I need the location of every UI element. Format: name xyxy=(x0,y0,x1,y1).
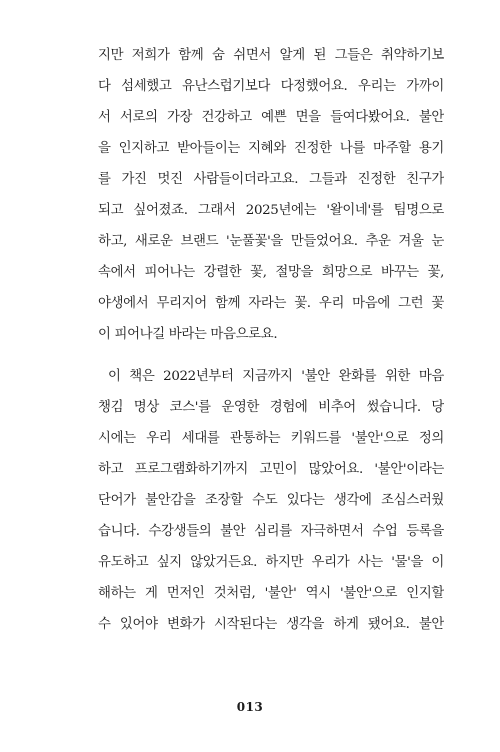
text-line: 야생에서 무리지어 함께 자라는 꽃. 우리 마음에 그런 꽃 xyxy=(98,296,444,311)
text-line: 챙김 명상 코스'를 운영한 경험에 비추어 썼습니다. 당 xyxy=(98,400,444,415)
paragraph-1 xyxy=(98,40,444,350)
text-line: 단어가 불안감을 조장할 수도 있다는 생각에 조심스러웠 xyxy=(98,493,444,508)
text-line: 해하는 게 먼저인 것처럼, '불안' 역시 '불안'으로 인지할 xyxy=(98,586,444,601)
text-line: 서 서로의 가장 건강하고 예쁜 면을 들여다봤어요. 불안 xyxy=(98,110,444,125)
text-line: 되고 싶어졌죠. 그래서 2025년에는 '왈이네'를 팀명으로 xyxy=(98,203,444,218)
text-line: 이 책은 2022년부터 지금까지 '불안 완화를 위한 마음 xyxy=(108,369,444,384)
text-line: 이 피어나길 바라는 마음으로요. xyxy=(98,327,278,342)
text-line: 를 가진 멋진 사람들이더라고요. 그들과 진정한 친구가 xyxy=(98,172,444,187)
text-line: 속에서 피어나는 강렬한 꽃, 절망을 희망으로 바꾸는 꽃, xyxy=(98,265,444,280)
text-line: 유도하고 싶지 않았거든요. 하지만 우리가 사는 '물'을 이 xyxy=(98,555,444,570)
paragraph-2 xyxy=(98,361,444,640)
text-line: 다 섬세했고 유난스럽기보다 다정했어요. 우리는 가까이 xyxy=(98,79,444,94)
text-line: 지만 저희가 함께 숨 쉬면서 알게 된 그들은 취약하기보 xyxy=(98,48,444,63)
text-line: 하고 프로그램화하기까지 고민이 많았어요. '불안'이라는 xyxy=(98,462,444,477)
page-number: 013 xyxy=(236,700,264,714)
text-line: 수 있어야 변화가 시작된다는 생각을 하게 됐어요. 불안 xyxy=(98,617,444,632)
text-line: 을 인지하고 받아들이는 지혜와 진정한 나를 마주할 용기 xyxy=(98,141,444,156)
text-line: 습니다. 수강생들의 불안 심리를 자극하면서 수업 등록을 xyxy=(98,524,444,539)
text-line: 하고, 새로운 브랜드 '눈풀꽃'을 만들었어요. 추운 겨울 눈 xyxy=(98,234,444,249)
text-line: 시에는 우리 세대를 관통하는 키워드를 '불안'으로 정의 xyxy=(98,431,444,446)
